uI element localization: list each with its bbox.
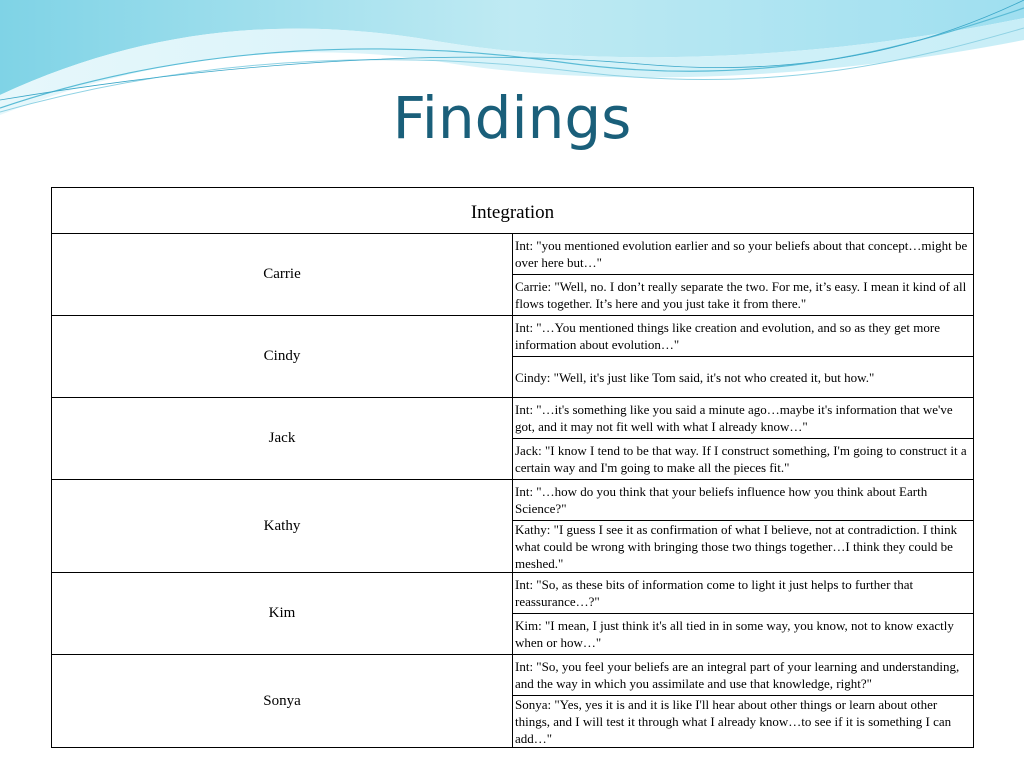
participant-response: Cindy: "Well, it's just like Tom said, it's not who created it, but how." (513, 357, 974, 398)
interviewer-quote: Int: "So, you feel your beliefs are an integral part of your learning and understanding, and the way in which you assimilate and use that knowledge, right?" (513, 655, 974, 696)
table-header-row (52, 188, 974, 234)
findings-table (51, 187, 974, 748)
participant-response: Sonya: "Yes, yes it is and it is like I'll hear about other things or learn about other things, and I will test it through what I already know…to see if it is something I can add…" (513, 696, 974, 748)
table-row (52, 316, 974, 357)
interviewer-quote: Int: "you mentioned evolution earlier and so your beliefs about that concept…might be over here but…" (513, 234, 974, 275)
participant-name: Kim (52, 573, 513, 655)
participant-response: Kathy: "I guess I see it as confirmation of what I believe, not at contradiction. I think what could be wrong with bringing those two things together…I think they could be meshed." (513, 521, 974, 573)
table-row (52, 234, 974, 275)
table-row (52, 655, 974, 696)
participant-response: Kim: "I mean, I just think it's all tied in in some way, you know, not to know exactly when or how…" (513, 614, 974, 655)
participant-name: Sonya (52, 655, 513, 748)
participant-name: Kathy (52, 480, 513, 573)
table-header: Integration (52, 188, 974, 234)
participant-name: Carrie (52, 234, 513, 316)
interviewer-quote: Int: "…it's something like you said a minute ago…maybe it's information that we've got, and it may not fit well with what I already know…" (513, 398, 974, 439)
interviewer-quote: Int: "…how do you think that your beliefs influence how you think about Earth Science?" (513, 480, 974, 521)
table-row (52, 480, 974, 521)
slide-title: Findings (392, 84, 632, 152)
participant-response: Carrie: "Well, no. I don’t really separate the two. For me, it’s easy. I mean it kind of all flows together. It’s here and you just take it from there." (513, 275, 974, 316)
table-row (52, 573, 974, 614)
participant-name: Cindy (52, 316, 513, 398)
participant-name: Jack (52, 398, 513, 480)
interviewer-quote: Int: "So, as these bits of information come to light it just helps to further that reassurance…?" (513, 573, 974, 614)
participant-response: Jack: "I know I tend to be that way. If I construct something, I'm going to construct it a certain way and I'm going to make all the pieces fit." (513, 439, 974, 480)
table-row (52, 398, 974, 439)
interviewer-quote: Int: "…You mentioned things like creation and evolution, and so as they get more information about evolution…" (513, 316, 974, 357)
